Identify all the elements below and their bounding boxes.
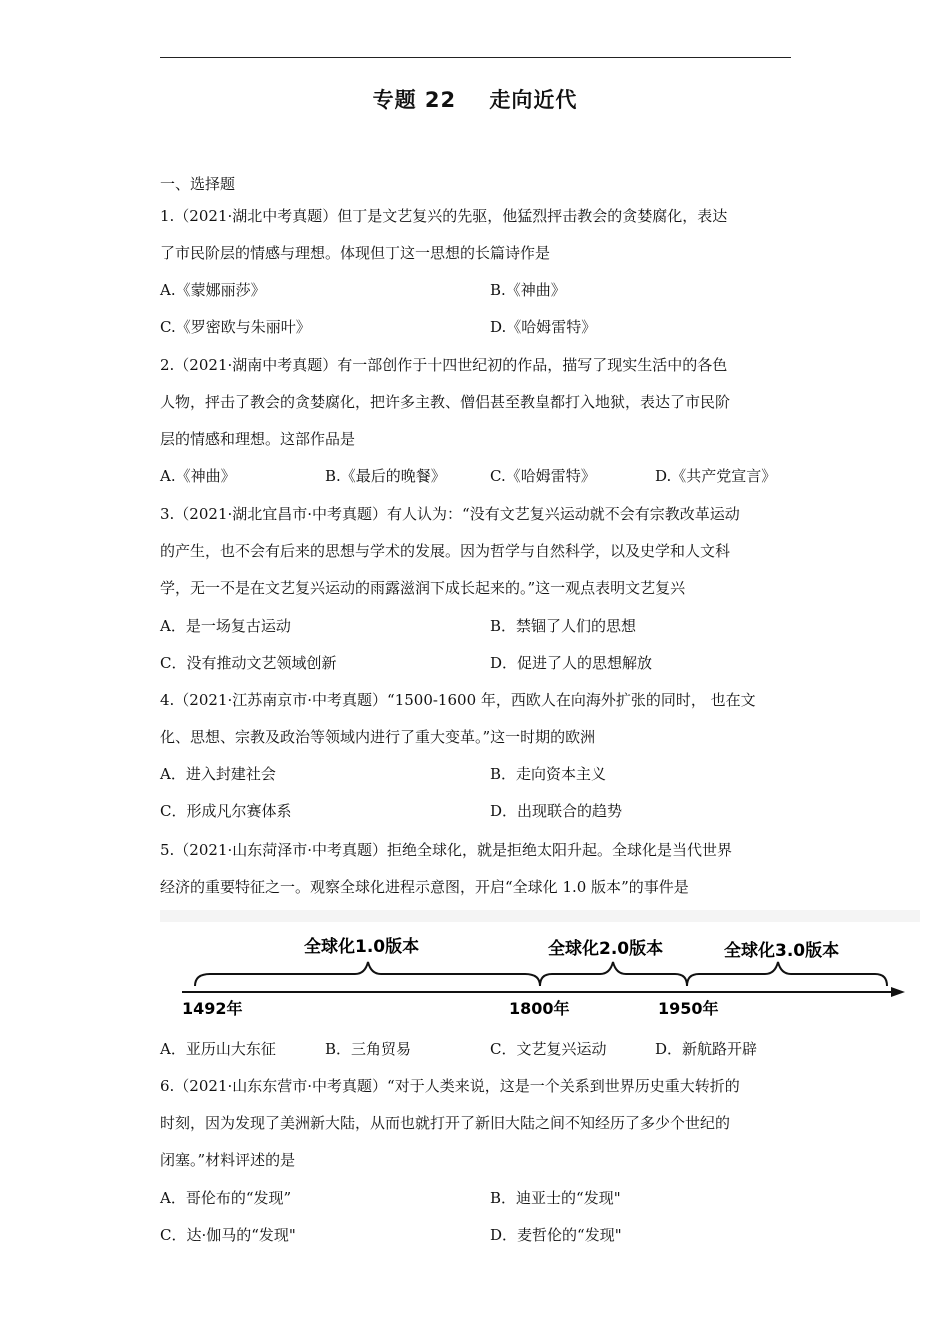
- question-6-option-c[interactable]: C．达·伽马的“发现": [160, 1226, 296, 1244]
- question-5-line-2: 经济的重要特征之一。观察全球化进程示意图，开启“全球化 1.0 版本”的事件是: [160, 878, 689, 896]
- scan-noise: [160, 910, 920, 922]
- question-4-line-2: 化、思想、宗教及政治等领域内进行了重大变革。”这一时期的欧洲: [160, 728, 596, 746]
- question-1-option-a[interactable]: A.《蒙娜丽莎》: [160, 281, 266, 299]
- label-globalization-2: 全球化2.0版本: [548, 939, 664, 959]
- question-4-line-1: 4.（2021·江苏南京市·中考真题）“1500-1600 年，西欧人在向海外扩张的同时， 也在文: [160, 691, 756, 709]
- question-3-line-3: 学，无一不是在文艺复兴运动的雨露滋润下成长起来的。”这一观点表明文艺复兴: [160, 579, 686, 597]
- year-1950: 1950年: [658, 999, 719, 1018]
- year-1800: 1800年: [509, 999, 570, 1018]
- question-6-line-2: 时刻，因为发现了美洲新大陆，从而也就打开了新旧大陆之间不知经历了多少个世纪的: [160, 1114, 731, 1132]
- question-6-option-d[interactable]: D．麦哲伦的“发现": [490, 1226, 622, 1244]
- question-1-option-c[interactable]: C.《罗密欧与朱丽叶》: [160, 318, 311, 336]
- question-2-option-c[interactable]: C.《哈姆雷特》: [490, 467, 596, 485]
- question-1-option-b[interactable]: B.《神曲》: [490, 281, 566, 299]
- question-5-line-1: 5.（2021·山东菏泽市·中考真题）拒绝全球化，就是拒绝太阳升起。全球化是当代世界: [160, 841, 733, 859]
- question-1-line-2: 了市民阶层的情感与理想。体现但丁这一思想的长篇诗作是: [160, 244, 551, 262]
- question-4-option-d[interactable]: D．出现联合的趋势: [490, 802, 623, 820]
- title-topic: 走向近代: [489, 88, 578, 112]
- question-2-line-3: 层的情感和理想。这部作品是: [160, 430, 356, 448]
- question-3-line-1: 3.（2021·湖北宜昌市·中考真题）有人认为：“没有文艺复兴运动就不会有宗教改革运动: [160, 505, 740, 523]
- question-1-option-d[interactable]: D.《哈姆雷特》: [490, 318, 597, 336]
- brace-globalization-1: [195, 962, 540, 986]
- question-6-option-a[interactable]: A．哥伦布的“发现”: [160, 1189, 292, 1207]
- question-2-option-a[interactable]: A.《神曲》: [160, 467, 236, 485]
- globalization-timeline-figure: [160, 908, 920, 1026]
- question-5-option-a[interactable]: A．亚历山大东征: [160, 1040, 276, 1058]
- question-3-line-2: 的产生，也不会有后来的思想与学术的发展。因为哲学与自然科学，以及史学和人文科: [160, 542, 731, 560]
- question-3-option-a[interactable]: A．是一场复古运动: [160, 617, 291, 635]
- question-5-option-b[interactable]: B．三角贸易: [325, 1040, 412, 1058]
- section-heading: 一、选择题: [160, 175, 236, 193]
- question-5-option-d[interactable]: D．新航路开辟: [655, 1040, 758, 1058]
- question-3-option-b[interactable]: B．禁锢了人们的思想: [490, 617, 637, 635]
- question-6-line-3: 闭塞。”材料评述的是: [160, 1151, 296, 1169]
- label-globalization-3: 全球化3.0版本: [724, 941, 840, 961]
- question-4-option-c[interactable]: C．形成凡尔赛体系: [160, 802, 292, 820]
- brace-globalization-3: [687, 962, 887, 986]
- year-1492: 1492年: [182, 999, 243, 1018]
- label-globalization-1: 全球化1.0版本: [304, 937, 420, 957]
- question-4-option-a[interactable]: A．进入封建社会: [160, 765, 276, 783]
- question-6-line-1: 6.（2021·山东东营市·中考真题）“对于人类来说，这是一个关系到世界历史重大转折的: [160, 1077, 740, 1095]
- question-3-option-c[interactable]: C．没有推动文艺领域创新: [160, 654, 337, 672]
- question-6-option-b[interactable]: B．迪亚士的“发现": [490, 1189, 621, 1207]
- question-1-line-1: 1.（2021·湖北中考真题）但丁是文艺复兴的先驱，他猛烈抨击教会的贪婪腐化，表达: [160, 207, 728, 225]
- question-3-option-d[interactable]: D．促进了人的思想解放: [490, 654, 653, 672]
- question-2-option-b[interactable]: B.《最后的晚餐》: [325, 467, 446, 485]
- brace-globalization-2: [540, 962, 687, 986]
- question-4-option-b[interactable]: B．走向资本主义: [490, 765, 607, 783]
- question-2-line-2: 人物，抨击了教会的贪婪腐化，把许多主教、僧侣甚至教皇都打入地狱，表达了市民阶: [160, 393, 731, 411]
- header-rule: [160, 57, 791, 58]
- title-label: 专题 22: [372, 88, 457, 112]
- question-2-line-1: 2.（2021·湖南中考真题）有一部创作于十四世纪初的作品，描写了现实生活中的各色: [160, 356, 728, 374]
- timeline-arrowhead: [891, 987, 905, 997]
- question-2-option-d[interactable]: D.《共产党宣言》: [655, 467, 777, 485]
- page-title: [0, 84, 950, 114]
- question-5-option-c[interactable]: C．文艺复兴运动: [490, 1040, 607, 1058]
